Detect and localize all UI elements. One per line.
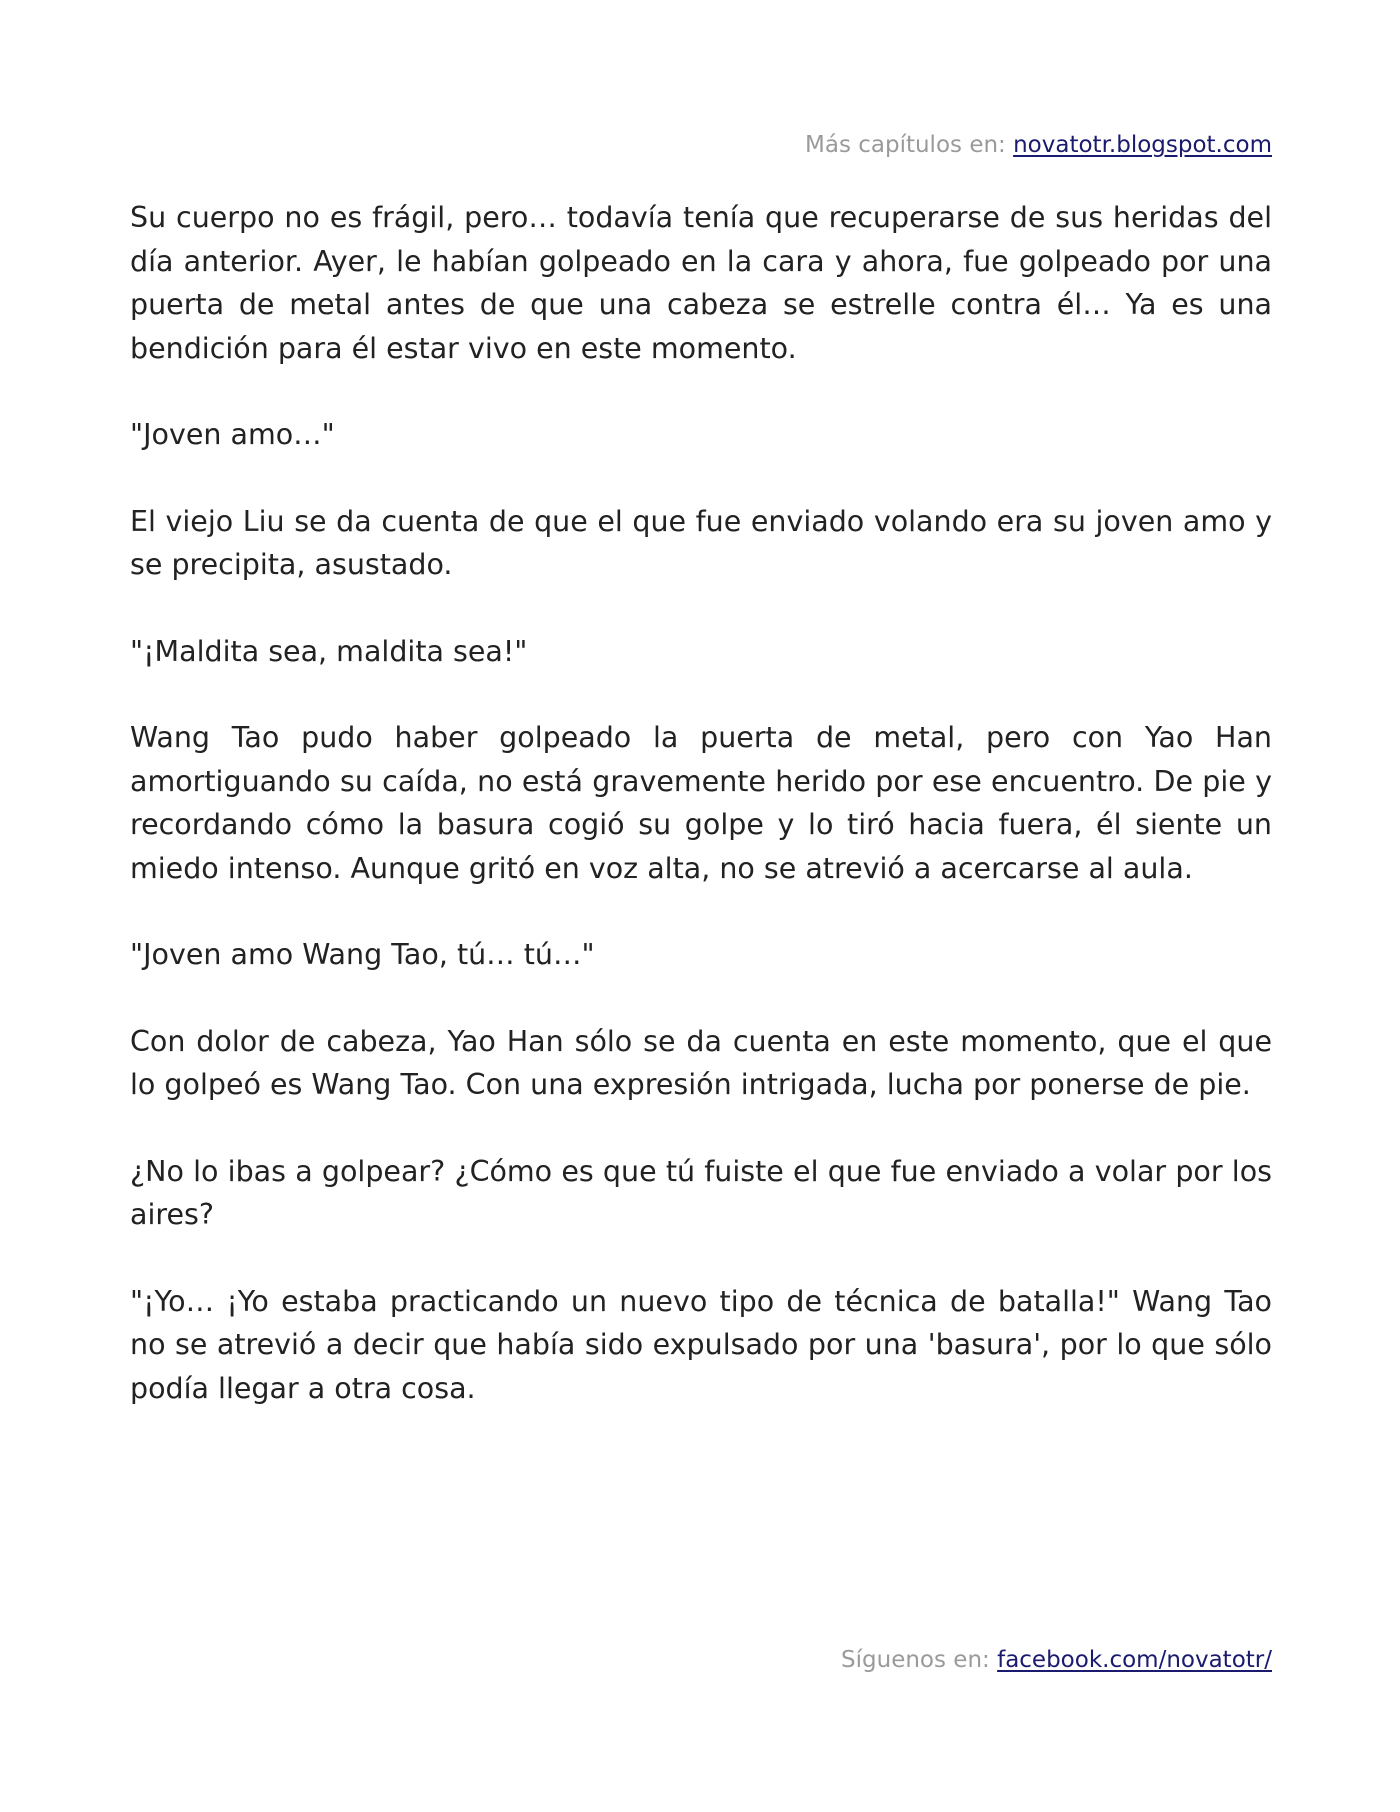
paragraph-2: "Joven amo…" (130, 418, 335, 451)
paragraph-8: ¿No lo ibas a golpear? ¿Cómo es que tú fuiste el que fue enviado a volar por los aires? (130, 1154, 1272, 1231)
header-promo (805, 130, 1272, 160)
facebook-link[interactable]: facebook.com/novatotr/ (997, 1647, 1272, 1673)
paragraph-7: Con dolor de cabeza, Yao Han sólo se da cuenta en este momento, que el que lo golpeó es Wang Tao. Con una expresión intrigada, lucha por ponerse de pie. (130, 1024, 1272, 1101)
paragraph-9: "¡Yo… ¡Yo estaba practicando un nuevo tipo de técnica de batalla!" Wang Tao no se atrevió a decir que había sido expulsado por una 'basura', por lo que sólo podía llegar a otra cosa. (130, 1284, 1272, 1405)
header-label: Más capítulos en: (805, 132, 1014, 158)
paragraph-6: "Joven amo Wang Tao, tú… tú…" (130, 938, 595, 971)
footer-label: Síguenos en: (841, 1647, 998, 1673)
blog-link[interactable]: novatotr.blogspot.com (1013, 132, 1272, 158)
paragraph-4: "¡Maldita sea, maldita sea!" (130, 634, 528, 668)
paragraph-3: El viejo Liu se da cuenta de que el que fue enviado volando era su joven amo y se precipita, asustado. (130, 504, 1272, 581)
footer-promo (841, 1645, 1272, 1675)
paragraph-5: Wang Tao pudo haber golpeado la puerta de metal, pero con Yao Han amortiguando su caída, no está gravemente herido por ese encuentro. De pie y recordando cómo la basura cogió su golpe y lo tiró hacia fuera, él siente un miedo intenso. Aunque gritó en voz alta, no se atrevió a acercarse al aula. (130, 721, 1272, 885)
chapter-text (130, 196, 1272, 1453)
paragraph-1: Su cuerpo no es frágil, pero… todavía tenía que recuperarse de sus heridas del día anterior. Ayer, le habían golpeado en la cara y ahora, fue golpeado por una puerta de metal antes de que una cabeza se estrelle contra él… Ya es una bendición para él estar vivo en este momento. (130, 201, 1272, 365)
